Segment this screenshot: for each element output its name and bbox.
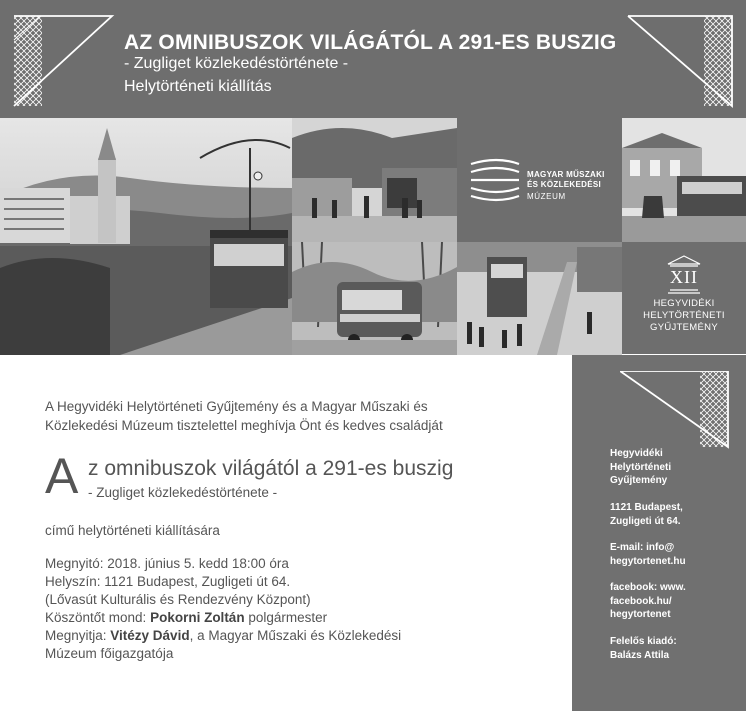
venue: Helyszín: 1121 Budapest, Zugligeti út 64. <box>45 574 291 589</box>
opener-line-2: Múzeum főigazgatója <box>45 646 174 661</box>
right-corner-ornament <box>620 0 746 118</box>
sidebar-corner-ornament <box>620 371 738 451</box>
left-corner-ornament <box>0 0 120 118</box>
sidebar-facebook-line[interactable]: hegytortenet <box>610 609 671 620</box>
greeting-suffix: polgármester <box>244 610 328 625</box>
museum-logo-tile <box>457 118 622 242</box>
sidebar-facebook-line[interactable]: facebook.hu/ <box>610 595 672 607</box>
collection-logo-line: HEGYVIDÉKI <box>653 298 715 309</box>
collection-logo-text <box>622 298 746 334</box>
museum-name-line: MAGYAR MŰSZAKI <box>527 170 605 179</box>
opener-name: Vitézy Dávid <box>110 628 190 643</box>
collection-logo-numeral: XII <box>670 267 698 287</box>
exhibition-title: AZ OMNIBUSZOK VILÁGÁTÓL A 291-ES BUSZIG <box>124 31 617 54</box>
collection-logo-line: HELYTÖRTÉNETI <box>643 310 725 321</box>
photo-church-tram <box>0 118 292 355</box>
sidebar-email[interactable] <box>610 541 686 568</box>
intro-text: A Hegyvidéki Helytörténeti Gyűjtemény és a Magyar Műszaki és <box>45 399 428 414</box>
venue-detail: (Lővasút Kulturális és Rendezvény Központ) <box>45 592 311 607</box>
sidebar-facebook[interactable] <box>610 581 686 622</box>
museum-name-sub: MÚZEUM <box>527 192 566 201</box>
museum-name <box>527 170 605 190</box>
sidebar-org-line: Helytörténeti <box>610 461 672 473</box>
museum-name-line: ÉS KÖZLEKEDÉSI <box>527 180 601 189</box>
sidebar-facebook-line[interactable]: facebook: www. <box>610 582 686 593</box>
sidebar-address-line: Zugligeti út 64. <box>610 515 681 527</box>
exhibition-type: Helytörténeti kiállítás <box>124 78 272 95</box>
invitation-body <box>0 355 572 711</box>
opening-time: Megnyitó: 2018. június 5. kedd 18:00 óra <box>45 556 289 571</box>
greeting-prefix: Köszöntőt mond: <box>45 610 151 625</box>
photo-station-horses <box>622 118 746 242</box>
sidebar-address <box>610 501 683 528</box>
opener-line <box>45 628 401 643</box>
sidebar-email-line[interactable]: hegytortenet.hu <box>610 555 686 567</box>
sidebar-publisher-line: Balázs Attila <box>610 649 670 661</box>
photo-street-tram <box>292 118 457 242</box>
invitation-title: z omnibuszok világától a 291-es buszig <box>88 457 454 480</box>
sidebar-org-line: Hegyvidéki <box>610 448 663 459</box>
opener-prefix: Megnyitja: <box>45 628 111 643</box>
exhibition-line: című helytörténeti kiállítására <box>45 523 220 538</box>
invitation-subtitle: - Zugliget közlekedéstörténete - <box>88 485 278 500</box>
photo-old-bus <box>292 242 457 355</box>
header-band <box>0 0 746 118</box>
sidebar-publisher <box>610 635 677 662</box>
contact-sidebar <box>572 355 746 711</box>
greeting-line <box>45 610 327 625</box>
sidebar-org <box>610 447 671 488</box>
sidebar-publisher-line: Felelős kiadó: <box>610 636 677 647</box>
sidebar-email-line[interactable]: E-mail: info@ <box>610 542 675 553</box>
opener-suffix: , a Magyar Műszaki és Közlekedési <box>189 628 402 643</box>
sidebar-address-line: 1121 Budapest, <box>610 502 683 513</box>
collection-logo-line: GYŰJTEMÉNY <box>650 322 718 333</box>
title-initial: A <box>45 448 79 504</box>
greeting-name: Pokorni Zoltán <box>150 610 245 625</box>
intro-text: Közlekedési Múzeum tisztelettel meghívja Önt és kedves családját <box>45 418 443 433</box>
sidebar-org-line: Gyűjtemény <box>610 475 668 486</box>
exhibition-subtitle: - Zugliget közlekedéstörténete - <box>124 55 349 72</box>
collection-logo-tile <box>622 242 746 354</box>
photo-tram-crowd <box>457 242 622 355</box>
museum-logo-icon <box>467 154 523 210</box>
